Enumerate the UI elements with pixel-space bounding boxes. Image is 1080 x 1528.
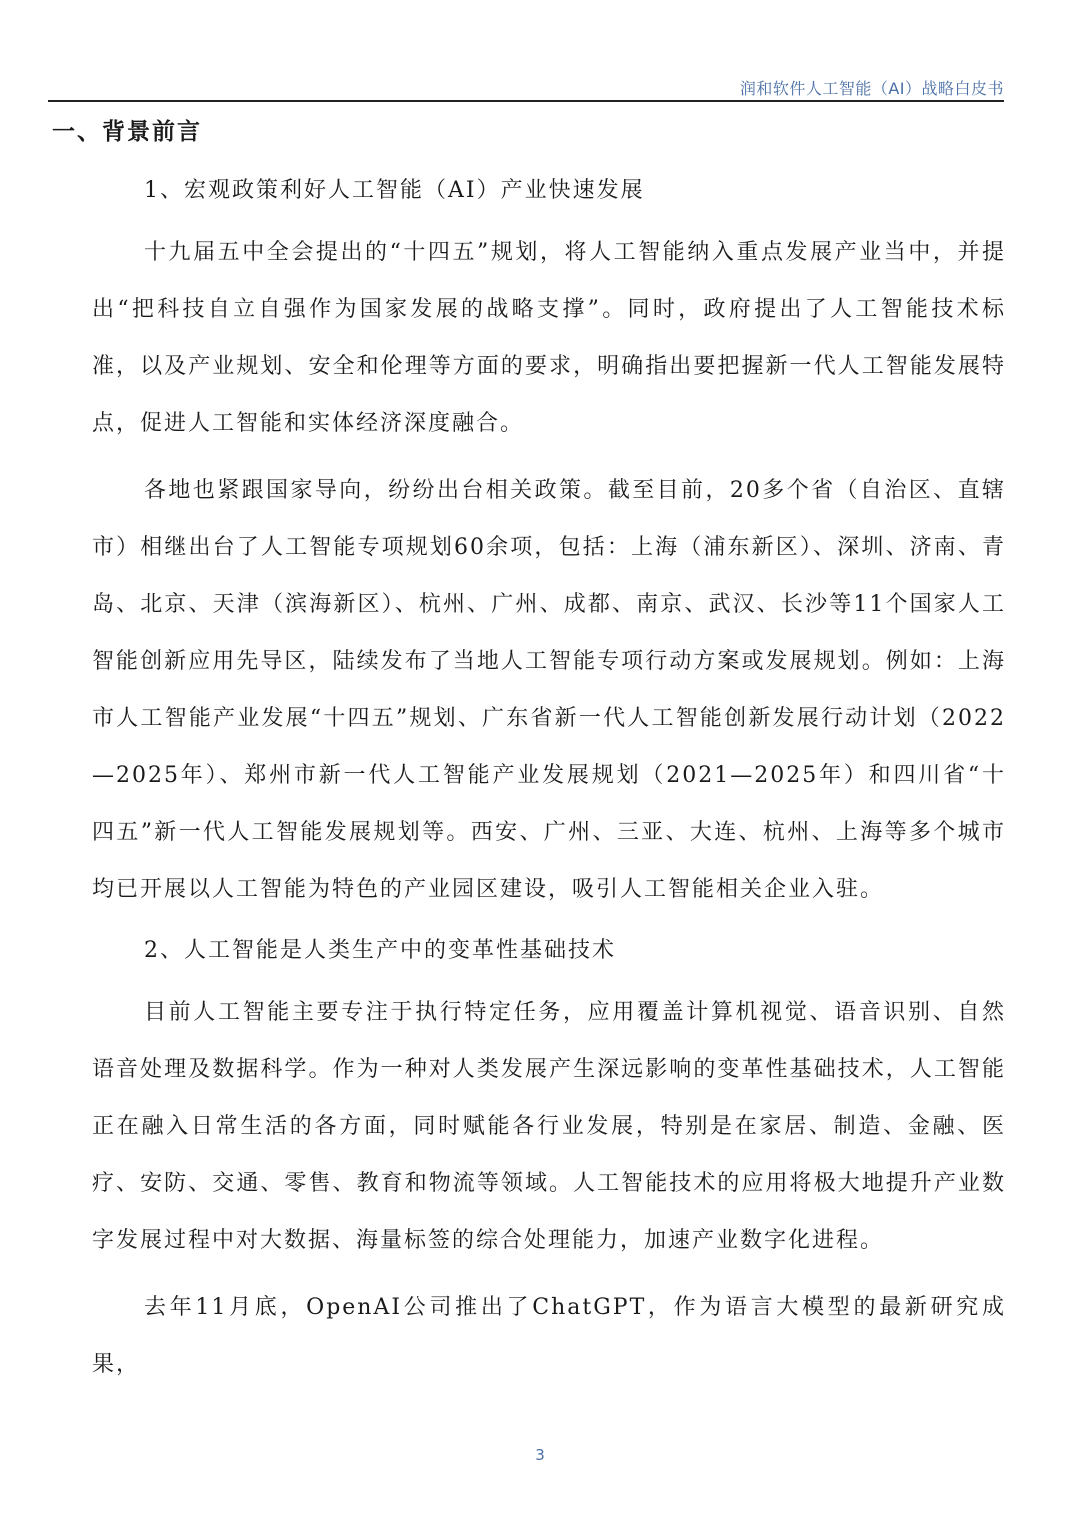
page-content (52, 112, 1006, 1403)
paragraph: 去年11月底，OpenAI公司推出了ChatGPT，作为语言大模型的最新研究成果， (92, 1295, 1006, 1377)
section-title: 一、背景前言 (52, 119, 202, 145)
paragraph: 十九届五中全会提出的“十四五”规划，将人工智能纳入重点发展产业当中，并提出“把科技自立自强作为国家发展的战略支撑”。同时，政府提出了人工智能技术标准，以及产业规划、安全和伦理等方面的要求，明确指出要把握新一代人工智能发展特点，促进人工智能和实体经济深度融合。 (92, 240, 1006, 436)
header-divider (48, 100, 1004, 102)
paragraph: 目前人工智能主要专注于执行特定任务，应用覆盖计算机视觉、语音识别、自然语音处理及数据科学。作为一种对人类发展产生深远影响的变革性基础技术，人工智能正在融入日常生活的各方面，同时赋能各行业发展，特别是在家居、制造、金融、医疗、安防、交通、零售、教育和物流等领域。人工智能技术的应用将极大地提升产业数字发展过程中对大数据、海量标签的综合处理能力，加速产业数字化进程。 (92, 1000, 1006, 1253)
subsection-heading-technology: 2、人工智能是人类生产中的变革性基础技术 (144, 938, 616, 963)
paragraph: 各地也紧跟国家导向，纷纷出台相关政策。截至目前，20多个省（自治区、直辖市）相继出台了人工智能专项规划60余项，包括：上海（浦东新区）、深圳、济南、青岛、北京、天津（滨海新区）、杭州、广州、成都、南京、武汉、长沙等11个国家人工智能创新应用先导区，陆续发布了当地人工智能专项行动方案或发展规划。例如：上海市人工智能产业发展“十四五”规划、广东省新一代人工智能创新发展行动计划（2022—2025年）、郑州市新一代人工智能产业发展规划（2021—2025年）和四川省“十四五”新一代人工智能发展规划等。西安、广州、三亚、大连、杭州、上海等多个城市均已开展以人工智能为特色的产业园区建设，吸引人工智能相关企业入驻。 (92, 478, 1006, 902)
document-header-title: 润和软件人工智能（AI）战略白皮书 (739, 79, 1004, 98)
subsection-heading-policy: 1、宏观政策利好人工智能（AI）产业快速发展 (144, 178, 645, 203)
page-number: 3 (535, 1446, 545, 1464)
